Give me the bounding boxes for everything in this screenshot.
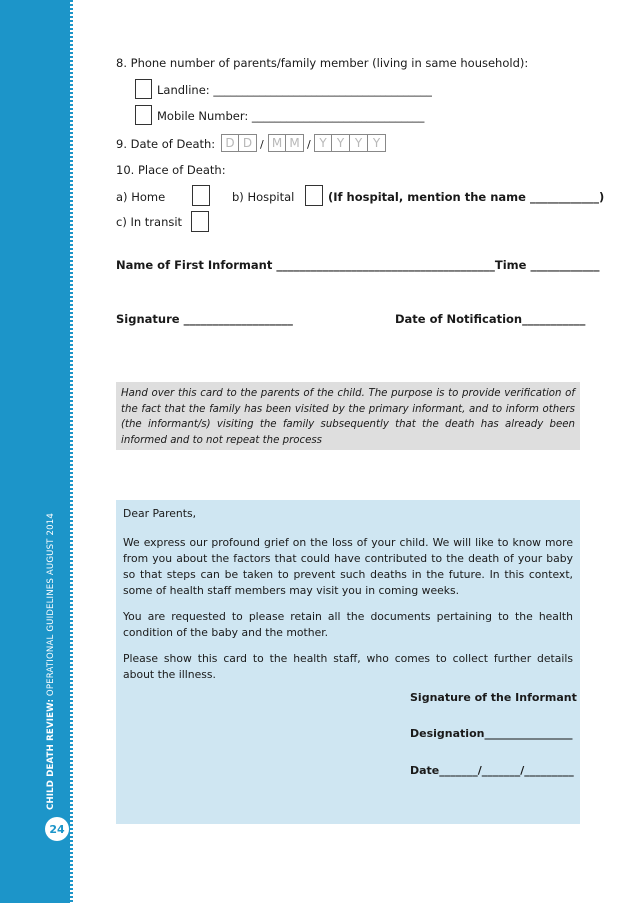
letter-paragraph-3: Please show this card to the health staff, who comes to collect further details about the illness. <box>123 652 573 681</box>
date-separator: / <box>260 138 264 151</box>
landline-field[interactable]: Landline: ______________________________________ <box>157 83 432 97</box>
hospital-checkbox[interactable] <box>305 185 323 206</box>
sidebar-edge <box>70 0 73 903</box>
date-year-cell: Y <box>368 134 386 152</box>
letter-greeting: Dear Parents, <box>123 507 197 520</box>
home-checkbox[interactable] <box>192 185 210 206</box>
hospital-option-label: b) Hospital <box>232 190 295 204</box>
date-year-cell: Y <box>350 134 368 152</box>
mobile-checkbox[interactable] <box>135 105 152 125</box>
letter-paragraph-1: We express our profound grief on the loss of your child. We will like to know more from you about the factors that could have contributed to the death of your baby so that steps can be taken to prevent such deaths in the future. In this context, some of health staff members may visit you in coming weeks. <box>123 536 573 597</box>
page-number: 24 <box>45 817 69 841</box>
transit-checkbox[interactable] <box>191 211 209 232</box>
designation-field[interactable]: Designation________________ <box>410 727 573 740</box>
question-10-label: 10. Place of Death: <box>116 163 226 177</box>
date-year-field[interactable] <box>314 134 386 152</box>
sidebar-band <box>0 0 70 903</box>
date-day-cell: D <box>221 134 239 152</box>
home-option-label: a) Home <box>116 190 166 204</box>
mobile-field[interactable]: Mobile Number: ______________________________ <box>157 109 425 123</box>
date-month-cell: M <box>268 134 286 152</box>
question-8-label: 8. Phone number of parents/family member (living in same household): <box>116 56 529 70</box>
letter-paragraph-2: You are requested to please retain all the documents pertaining to the health condition of the baby and the mother. <box>123 610 573 639</box>
informant-time-field[interactable]: Name of First Informant ______________________________________Time ____________ <box>116 258 600 272</box>
hospital-name-field[interactable]: (If hospital, mention the name ____________) <box>328 190 605 204</box>
landline-checkbox[interactable] <box>135 79 152 99</box>
date-month-field[interactable] <box>268 134 304 152</box>
date-month-cell: M <box>286 134 304 152</box>
running-title <box>46 510 56 810</box>
instruction-notice <box>116 382 580 450</box>
date-year-cell: Y <box>332 134 350 152</box>
notification-date-field[interactable]: Date of Notification___________ <box>395 312 586 326</box>
running-title-rest: OPERATIONAL GUIDELINES AUGUST 2014 <box>46 513 56 699</box>
running-title-bold: CHILD DEATH REVIEW: <box>46 698 56 810</box>
signature-field[interactable]: Signature ___________________ <box>116 312 293 326</box>
date-separator: / <box>307 138 311 151</box>
letter-date-field[interactable]: Date_______/_______/_________ <box>410 764 574 777</box>
informant-signature-label: Signature of the Informant <box>410 691 577 704</box>
date-day-field[interactable] <box>221 134 257 152</box>
parents-card <box>116 500 580 824</box>
question-9-label: 9. Date of Death: <box>116 137 216 151</box>
date-day-cell: D <box>239 134 257 152</box>
date-year-cell: Y <box>314 134 332 152</box>
transit-option-label: c) In transit <box>116 215 183 229</box>
instruction-text: Hand over this card to the parents of the child. The purpose is to provide verification of the fact that the family has been visited by the primary informant, and to inform others (the informant/s) visiting the family subsequently that the death has already been informed and to not repeat the process <box>121 388 575 446</box>
